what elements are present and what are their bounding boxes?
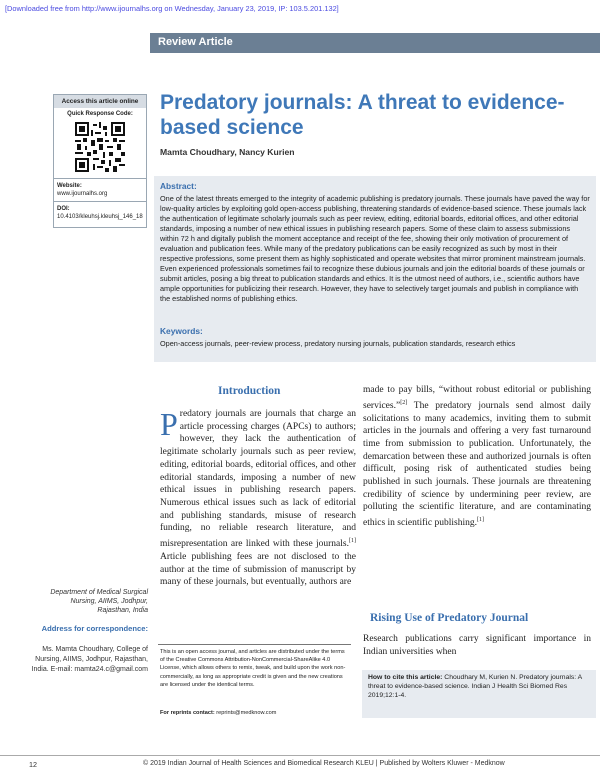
correspondence-heading: Address for correspondence: <box>41 624 148 633</box>
intro-text-continued: Article publishing fees are not disclosed to the author at the time of submission of manuscript by many of these journals, but eventually, authors are <box>160 551 356 588</box>
doi-label: DOI: <box>57 206 70 212</box>
abstract-text: One of the latest threats emerged to the integrity of academic publishing is predatory journals. These journals have paved the way for low-quality articles by exploiting gold open-access publishing, threatening standards of evidence-based science. These journals lack the authentication of legitimate scholarly journals such as peer review, editing, editorial boards, editorial offices, and other editorial standards, imposing a number of new ethical issues in publishing research papers. Some of these claim to assess submissions within 72 h and digitally publish the moment acceptance and receipt of the fee, showing their only motivation of procurement of evaluation and publication fees. While many of the predatory publications can be easily recognized as such by most in their respective professions, some present them as highly sophisticated and operate websites that mirror prominent mainstream journals. Even experienced professionals sometimes fail to recognize these dubious journals and join the editorial boards of these journals or submit articles, posing a big threat to publication standards and ethics. It is the utmost need of authors, i.e., scientific authors have ample opportunities for publicizing their research. However, they have to selectively target journals and publish in compliance with the established norms of publishing ethics. <box>160 194 590 303</box>
access-sidebar <box>53 94 147 228</box>
keywords-text: Open-access journals, peer-review process, predatory nursing journals, publication standards, research ethics <box>160 339 516 348</box>
doi-link[interactable]: 10.4103/kleuhsj.kleuhsj_146_18 <box>57 214 143 220</box>
section-label: Review Article <box>158 36 233 48</box>
access-heading: Access this article online <box>54 95 146 108</box>
citation-box <box>362 670 596 718</box>
qr-code-icon[interactable] <box>75 122 125 172</box>
qr-label: Quick Response Code: <box>67 111 133 117</box>
rising-heading: Rising Use of Predatory Journal <box>370 612 529 624</box>
intro-column <box>160 408 356 589</box>
drop-cap: P <box>160 406 178 442</box>
doi-field <box>54 202 146 227</box>
abstract-heading: Abstract: <box>160 181 197 191</box>
col2-text-continued: The predatory journals send almost daily solicitations to many academics, inviting them to submit articles in the journals and offering a very fast turnaround time from submission to publication. Unfortunately, the demarcation between these and authorized journals is often difficult, posing risk of authenticated studies being published in such journals. These journals are threatening credibility of science by undermining peer review, are polluting the scientific literature, and are contaminating ethics in scientific publishing. <box>363 400 591 529</box>
license-text: This is an open access journal, and articles are distributed under the terms of the Creative Commons Attribution-NonCommercial-ShareAlike 4.0 License, which allows others to remix, tweak, and build upon the work non-commercially, as long as appropriate credit is given and the new creations are licensed under the identical terms. <box>160 649 346 688</box>
intro-text: redatory journals are journals that charge an article processing charges (APCs) to authors; however, they lack the authentication of legitimate scholarly journals such as peer review, editing, editorial boards, editorial offices, and other editorial standards, imposing a number of new ethical issues in publishing research papers. Numerous ethical issues such as lack of editorial and publishing standards, misuse of research funding, no reliable research literature, and misrepresentation are linked with these journals. <box>160 409 356 550</box>
citation-label: How to cite this article: <box>368 674 443 681</box>
website-link[interactable]: www.ijournalhs.org <box>57 191 108 197</box>
website-label: Website: <box>57 183 82 189</box>
reprints-line <box>160 710 276 716</box>
citation-ref[interactable]: [1] <box>476 517 484 524</box>
section-bar <box>150 33 600 53</box>
keywords-heading: Keywords: <box>160 326 203 336</box>
intro-heading: Introduction <box>218 385 281 397</box>
citation-ref[interactable]: [1] <box>349 538 356 545</box>
citation-text: Choudhary M, Kurien N. Predatory journals: A threat to evidence-based science. Indian J Health Sci Biomed Res 2019;12:1-4. <box>368 674 582 699</box>
citation-ref[interactable]: [2] <box>400 399 408 406</box>
footer-copyright: © 2019 Indian Journal of Health Sciences and Biomedical Research KLEU | Published by Wolters Kluwer - Medknow <box>143 760 505 767</box>
article-authors: Mamta Choudhary, Nancy Kurien <box>160 147 295 157</box>
footer-divider <box>0 755 600 756</box>
license-divider <box>158 644 351 645</box>
right-column <box>363 384 591 530</box>
page-number: 12 <box>29 760 37 769</box>
abstract-panel <box>154 176 596 362</box>
department-affiliation: Department of Medical Surgical Nursing, AIIMS, Jodhpur, Rajasthan, India <box>50 589 148 614</box>
correspondence-text: Ms. Mamta Choudhary, College of Nursing, AIIMS, Jodhpur, Rajasthan, India. E-mail: mamta24.c@gmail.com <box>31 646 148 673</box>
reprints-email[interactable]: reprints@medknow.com <box>216 710 277 716</box>
reprints-label: For reprints contact: <box>160 710 215 716</box>
article-title: Predatory journals: A threat to evidence-based science <box>160 91 565 139</box>
rising-text: Research publications carry significant importance in Indian universities when <box>363 634 591 657</box>
download-banner[interactable]: [Downloaded free from http://www.ijournalhs.org on Wednesday, January 23, 2019, IP: 103.5.201.132] <box>5 4 339 13</box>
website-field <box>54 179 146 201</box>
col2-text: made to pay bills, “without robust editorial or publishing services.” <box>363 385 591 411</box>
